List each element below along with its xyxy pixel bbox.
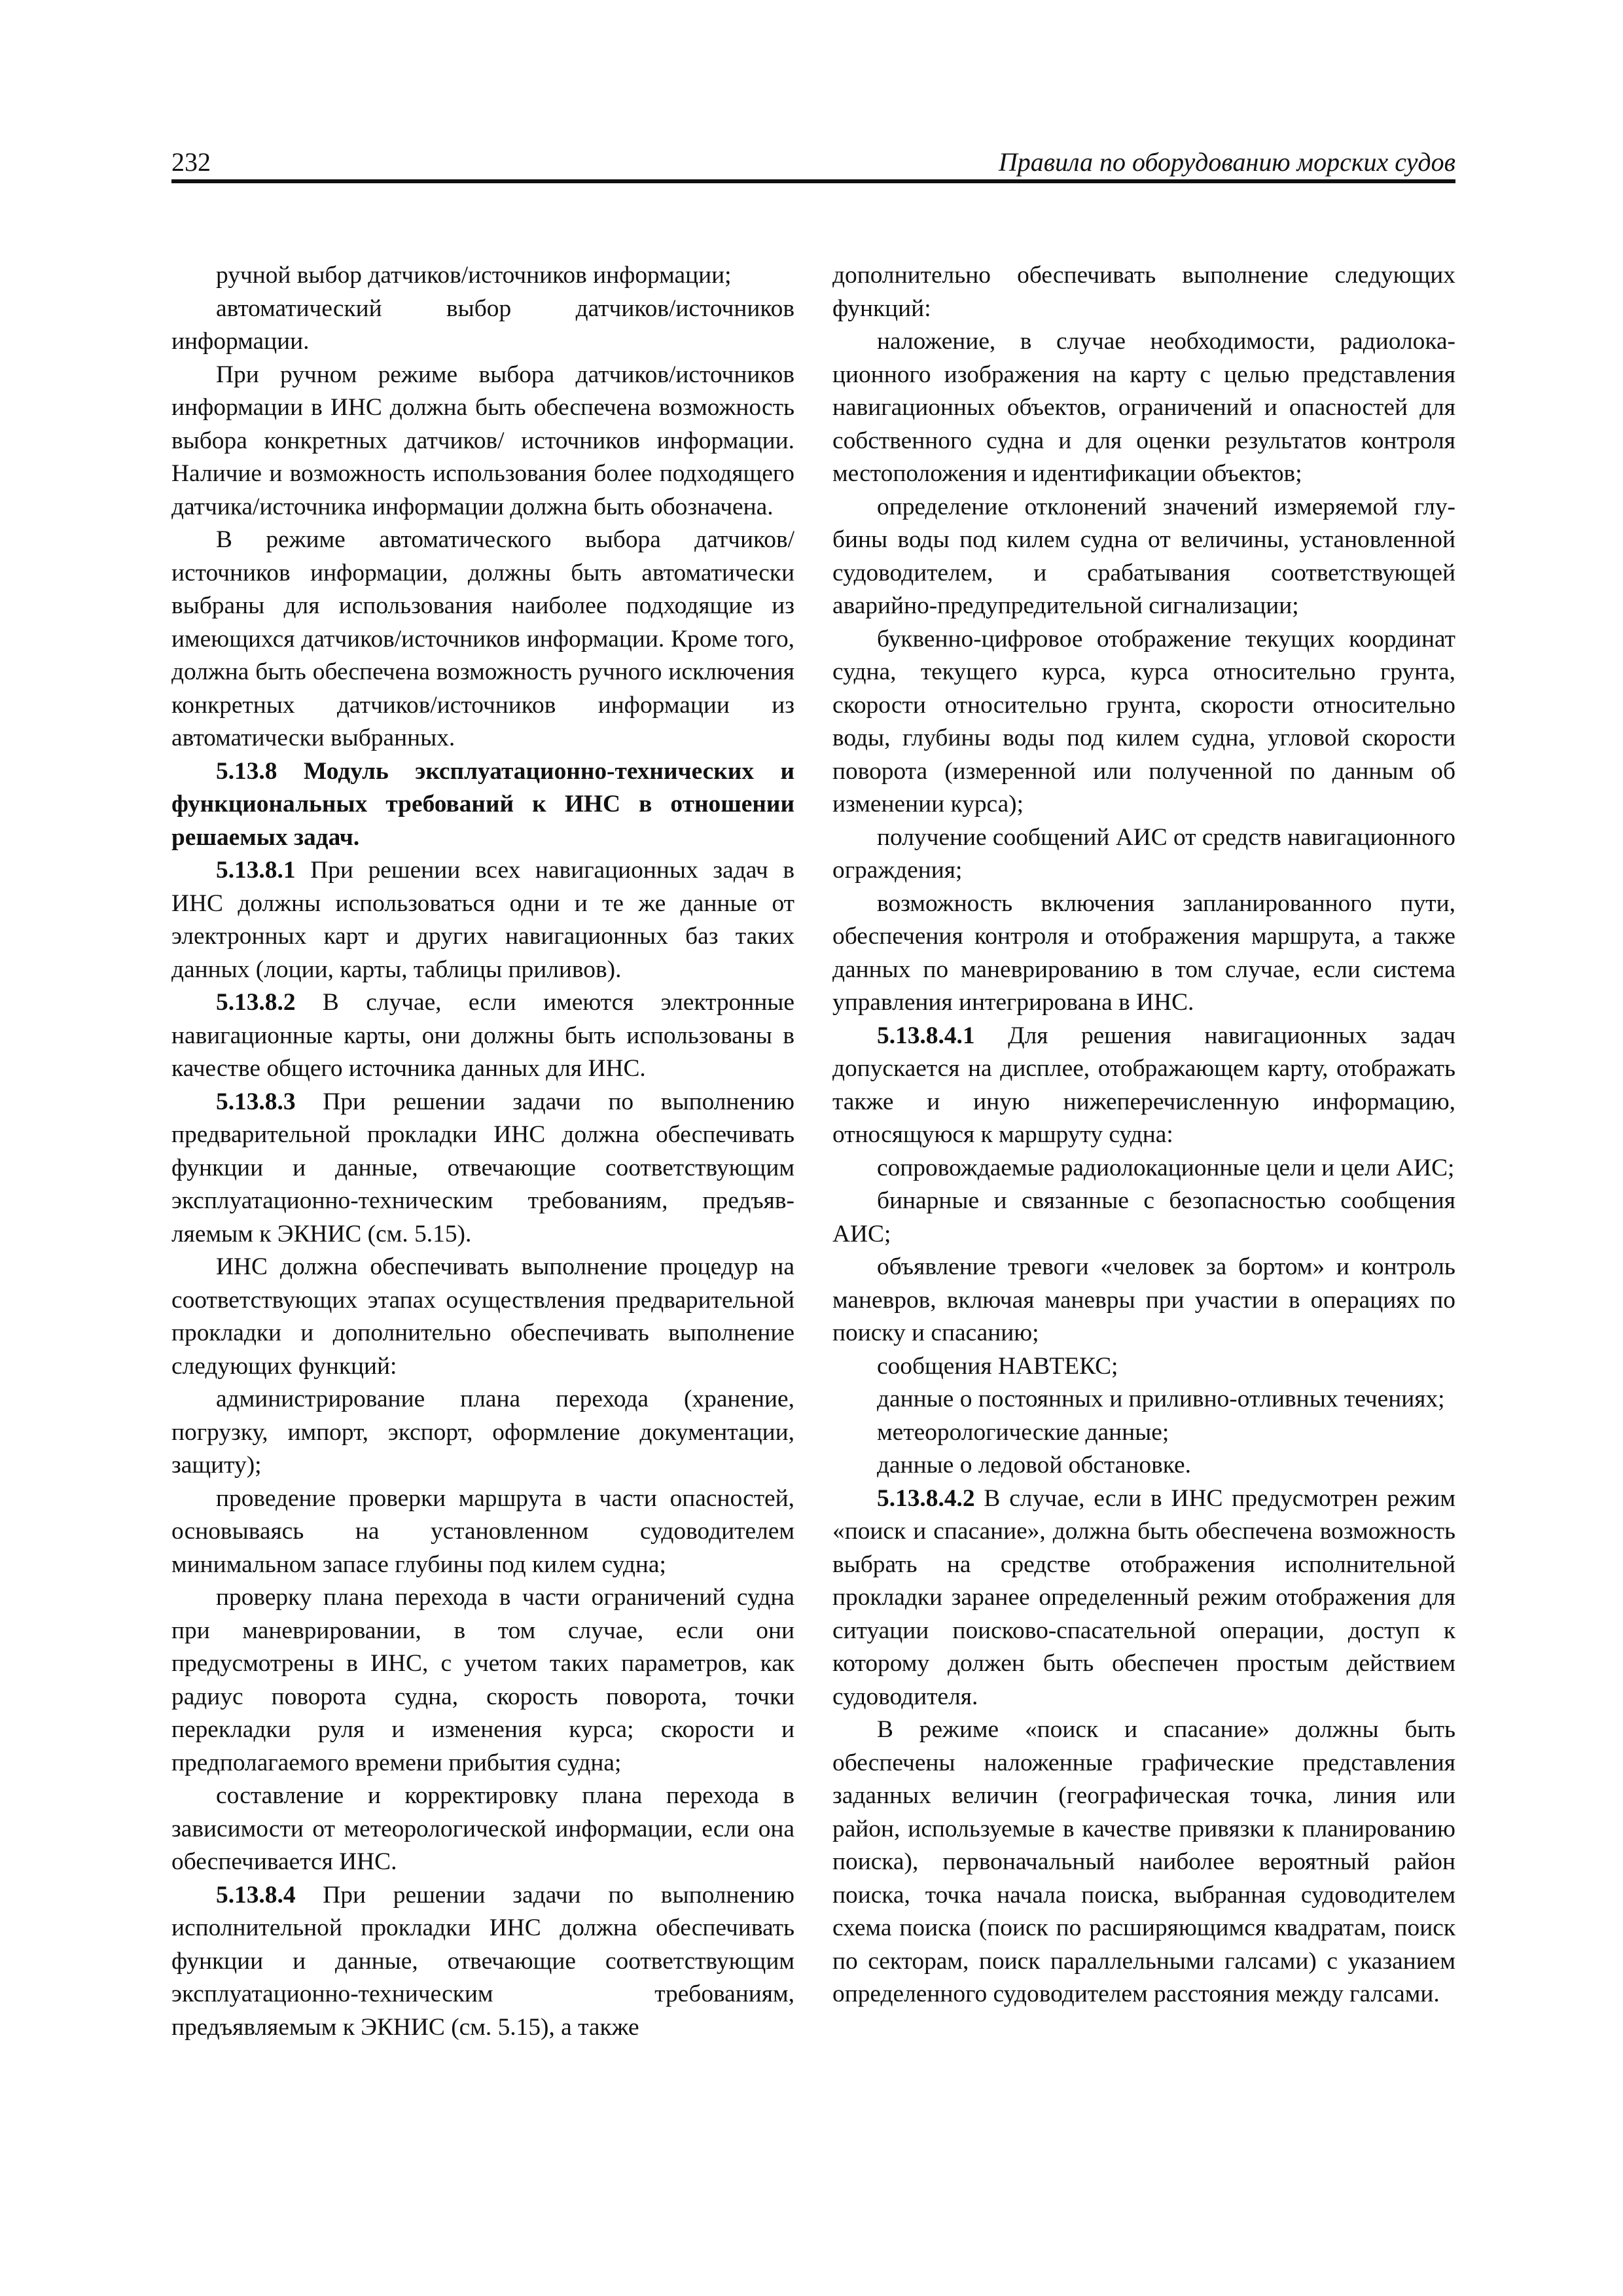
- section-heading-text: 5.13.8 Модуль эксплуатационно-технических и функциональных требований к ИНС в отношении решаемых задач.: [171, 757, 794, 851]
- left-column: [171, 259, 794, 2044]
- clause-5-13-8-1: [171, 854, 794, 986]
- page-header: [171, 140, 1455, 183]
- list-item: составление и корректировку плана перехода в зависимости от метеорологической информации, если она обеспечивается ИНС.: [171, 1782, 794, 1875]
- clause-5-13-8-2: [171, 986, 794, 1086]
- clause-5-13-8-3: [171, 1086, 794, 1251]
- list-item: сообщения НАВТЕКС;: [877, 1352, 1118, 1380]
- list-item: определение отклонений значений измеряемой глубины воды под килем судна от величины, установленной судоводителем, и срабатывания соответствующей аварийно-предупредительной сигнализации;: [832, 493, 1455, 619]
- list-item: администрирование плана перехода (хранение, погрузку, импорт, экспорт, оформление документации, защиту);: [171, 1386, 794, 1479]
- list-item: проведение проверки маршрута в части опасностей, основываясь на установленном судоводителем минимальном запасе глубины под килем судна;: [171, 1484, 794, 1578]
- paragraph: автоматический выбор датчиков/источников информации.: [171, 295, 794, 355]
- clause-number: 5.13.8.1: [216, 857, 296, 884]
- clause-text: В случае, если в ИНС предусмотрен режим «поиск и спасание», должна быть обеспечена возможность выбрать на средстве отображения исполнительной прокладки заранее определенный режим отображения для ситуации поисково-спасательной операции, доступ к которому должен быть обеспечен простым действием судоводителя.: [832, 1484, 1455, 1710]
- clause-text: В случае, если имеются электронные навигационные карты, они должны быть использованы в качестве общего источника данных для ИНС.: [171, 989, 794, 1082]
- list-item: данные о ледовой обстановке.: [877, 1452, 1191, 1479]
- clause-number: 5.13.8.3: [216, 1088, 296, 1115]
- right-column: [832, 259, 1455, 2011]
- list-item: наложение, в случае необходимости, радиолокационного изображения на карту с целью представления навигационных объектов, ограничений и опасностей для собственного судна и для оценки результатов контроля местоположения и идентификации объектов;: [832, 328, 1455, 487]
- running-title: Правила по оборудованию морских судов: [998, 147, 1455, 177]
- list-item: данные о постоянных и приливно-отливных течениях;: [877, 1386, 1445, 1412]
- paragraph-continuation: дополнительно обеспечивать выполнение следующих функций:: [832, 262, 1455, 322]
- list-item: проверку плана перехода в части ограничений судна при маневрировании, в том случае, если они предусмотрены в ИНС, с учетом таких параметров, как радиус поворота судна, скорость поворота, точки перекладки руля и изменения курса; скорости и предполагаемого времени прибытия судна;: [171, 1584, 794, 1776]
- paragraph: ручной выбор датчиков/источников информации;: [216, 262, 732, 289]
- clause-text: При решении задачи по выполнению исполнительной прокладки ИНС должна обеспечивать функции и данные, отвечающие соответствующим эксплуатационно-техническим требованиям, предъявляемым к ЭКНИС (см. 5.15), а также: [171, 1881, 794, 2041]
- paragraph: При ручном режиме выбора датчиков/источников информации в ИНС должна быть обеспечена возможность выбора конкретных датчиков/ источников информации. Наличие и возможность использования более подходящего датчика/источника информации должна быть обозначена.: [171, 361, 794, 520]
- list-item: бинарные и связанные с безопасностью сообщения АИС;: [832, 1187, 1455, 1247]
- clause-number: 5.13.8.4.2: [877, 1484, 975, 1512]
- clause-text: При решении задачи по выполнению предварительной прокладки ИНС должна обеспечивать функции и данные, отвечающие соответствующим эксплуатационно-техническим требованиям, предъявляемым к ЭКНИС (см. 5.15).: [171, 1088, 794, 1247]
- clause-text: При решении всех навигационных задач в ИНС должны использоваться одни и те же данные от электронных карт и других навигационных баз таких данных (лоции, карты, таблицы приливов).: [171, 857, 794, 983]
- clause-5-13-8-4-2: [832, 1482, 1455, 1714]
- clause-number: 5.13.8.4: [216, 1881, 296, 1909]
- section-heading: [171, 755, 794, 855]
- clause-text: Для решения навигационных задач допускается на дисплее, отображающем карту, отображать также и иную нижеперечисленную информацию, относящуюся к маршруту судна:: [832, 1022, 1455, 1148]
- list-item: возможность включения запланированного пути, обеспечения контроля и отображения маршрута, а также данных по маневрированию в том случае, если система управления интегрирована в ИНС.: [832, 889, 1455, 1016]
- page-number: 232: [171, 147, 211, 177]
- clause-5-13-8-4: [171, 1879, 794, 2045]
- paragraph: В режиме автоматического выбора датчиков/ источников информации, должны быть автоматически выбраны для использования наиболее подходящие из имеющихся датчиков/источников информации. Кроме того, должна быть обеспечена возможность ручного исключения конкретных датчиков/источников информации из автоматически выбранных.: [171, 526, 794, 751]
- list-item: получение сообщений АИС от средств навигационного ограждения;: [832, 823, 1455, 884]
- list-item: сопровождаемые радиолокационные цели и цели АИС;: [877, 1154, 1455, 1181]
- list-item: объявление тревоги «человек за бортом» и контроль маневров, включая маневры при участии в операциях по поиску и спасанию;: [832, 1253, 1455, 1346]
- paragraph: ИНС должна обеспечивать выполнение процедур на соответствующих этапах осуществления предварительной прокладки и дополнительно обеспечивать выполнение следующих функций:: [171, 1253, 794, 1380]
- paragraph: В режиме «поиск и спасание» должны быть обеспечены наложенные графические представления заданных величин (географическая точка, линия или район, используемые в качестве привязки к планированию поиска), первоначальный наиболее вероятный район поиска, точка начала поиска, выбранная судоводителем схема поиска (поиск по расширяющимся квадратам, поиск по секторам, поиск параллельными галсами) с указанием определенного судоводителем расстояния между галсами.: [832, 1716, 1455, 2007]
- list-item: буквенно-цифровое отображение текущих координат судна, текущего курса, курса относительно грунта, скорости относительно грунта, скорости относительно воды, глубины воды под килем судна, угловой скорости поворота (измеренной или полученной по данным об изменении курса);: [832, 625, 1455, 817]
- clause-number: 5.13.8.2: [216, 989, 296, 1016]
- list-item: метеорологические данные;: [877, 1418, 1169, 1446]
- clause-number: 5.13.8.4.1: [877, 1022, 975, 1049]
- clause-5-13-8-4-1: [832, 1020, 1455, 1152]
